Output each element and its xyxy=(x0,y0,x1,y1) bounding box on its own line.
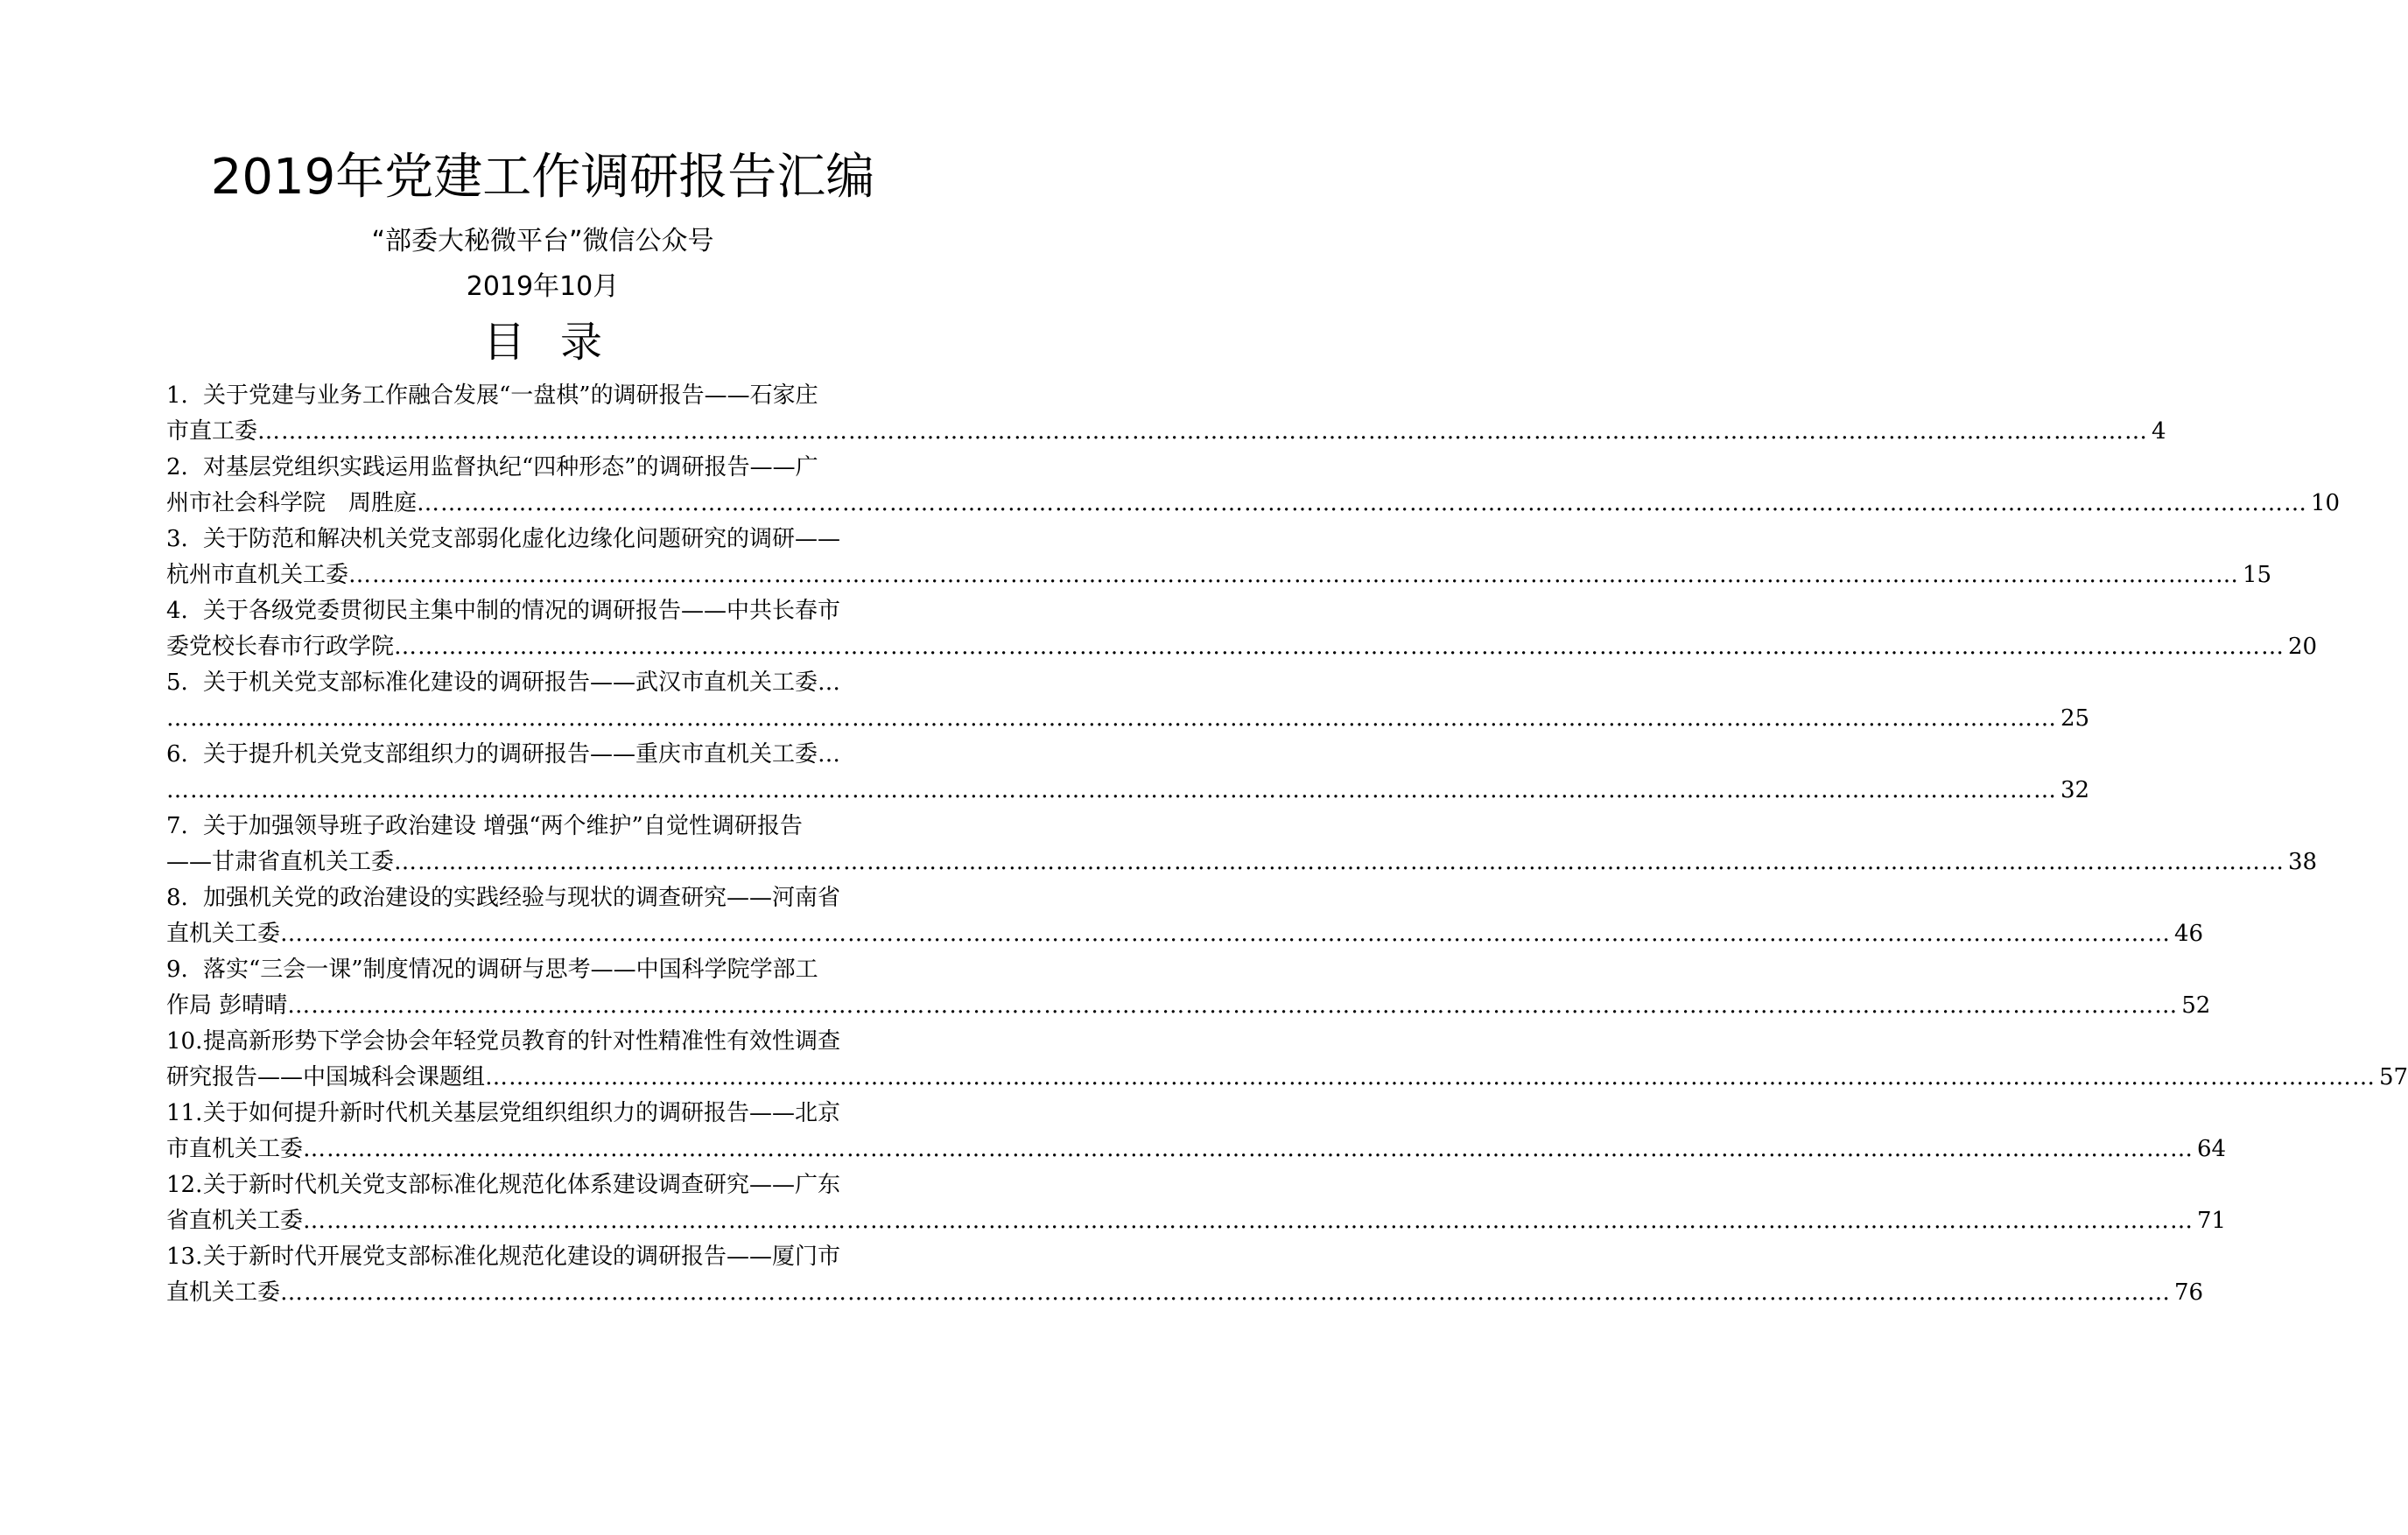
toc-entry[interactable] xyxy=(166,1024,2408,1096)
toc-entry[interactable] xyxy=(166,665,2090,737)
toc-entry-title-continued: 作局 彭晴晴 xyxy=(166,992,288,1019)
toc-entry-title: 关于党建与业务工作融合发展“一盘棋”的调研报告——石家庄 xyxy=(203,382,818,409)
toc-entry-title: 关于新时代机关党支部标准化规范化体系建设调查研究——广东 xyxy=(203,1172,841,1198)
dot-leader: …………………………………………………………………………………………………………………………………………………………………………………………………………………… xyxy=(280,1279,2172,1306)
dot-leader: …………………………………………………………………………………………………………………………………………………………………………………………………………………… xyxy=(303,1136,2194,1162)
toc-entry-number: 9. xyxy=(166,957,188,983)
toc-entry-title: 加强机关党的政治建设的实践经验与现状的调查研究——河南省 xyxy=(203,885,841,911)
dot-leader: …………………………………………………………………………………………………………………………………………………………………………………………………………………… xyxy=(394,849,2285,875)
toc-entry-page-number: 15 xyxy=(2243,562,2272,588)
toc-entry-first-line xyxy=(166,450,921,486)
toc-entry-title-continued: 市直机关工委 xyxy=(166,1136,304,1162)
toc-entry-leader-line xyxy=(166,629,2318,665)
toc-entry-page-number: 20 xyxy=(2288,634,2318,660)
toc-entry-number: 4. xyxy=(166,598,188,624)
dot-leader: …………………………………………………………………………………………………………………………………………………………………………………………………………………… xyxy=(287,992,2179,1019)
toc-entry[interactable] xyxy=(166,593,2318,665)
toc-entry-page-number: 76 xyxy=(2174,1279,2204,1306)
toc-entry-first-line xyxy=(166,522,921,557)
toc-entry-first-line xyxy=(166,1024,921,1060)
toc-entry-first-line xyxy=(166,737,921,773)
toc-entry-number: 12. xyxy=(166,1172,203,1198)
toc-entry-page-number: 4 xyxy=(2152,418,2166,445)
toc-heading: 目录 xyxy=(482,318,637,367)
toc-entry-number: 11. xyxy=(166,1100,203,1126)
document-title: 2019年党建工作调研报告汇编 xyxy=(210,149,875,206)
toc-entry-number: 8. xyxy=(166,885,188,911)
toc-entry-page-number: 10 xyxy=(2311,490,2341,516)
toc-entry-number: 3. xyxy=(166,526,188,552)
toc-entry[interactable] xyxy=(166,378,2166,450)
toc-entry-first-line xyxy=(166,880,921,916)
toc-entry-title: 关于提升机关党支部组织力的调研报告——重庆市直机关工委… xyxy=(203,741,841,768)
toc-entry-leader-line xyxy=(166,414,2166,450)
toc-entry[interactable] xyxy=(166,880,2204,952)
toc-entry-number: 7. xyxy=(166,813,188,839)
toc-entry[interactable] xyxy=(166,737,2090,809)
toc-entry-number: 1. xyxy=(166,382,188,409)
toc-entry-leader-line xyxy=(166,1060,2408,1096)
toc-entry-number: 10. xyxy=(166,1028,203,1055)
toc-entry-number: 5. xyxy=(166,669,188,696)
toc-entry-title-continued: 州市社会科学院 周胜庭 xyxy=(166,490,418,516)
toc-entry-leader-line xyxy=(166,486,2341,522)
toc-entry-page-number: 57 xyxy=(2379,1064,2408,1090)
dot-leader: …………………………………………………………………………………………………………………………………………………………………………………………………………………… xyxy=(417,490,2308,516)
dot-leader: …………………………………………………………………………………………………………………………………………………………………………………………………………………… xyxy=(280,921,2172,947)
toc-entry-title: 关于各级党委贯彻民主集中制的情况的调研报告——中共长春市 xyxy=(203,598,841,624)
toc-entry-title: 关于新时代开展党支部标准化规范化建设的调研报告——厦门市 xyxy=(203,1244,841,1270)
toc-entry-leader-line xyxy=(166,1203,2227,1239)
toc-entry-page-number: 71 xyxy=(2197,1208,2227,1234)
toc-entry-title: 关于机关党支部标准化建设的调研报告——武汉市直机关工委… xyxy=(203,669,841,696)
toc-entry-leader-line xyxy=(166,773,2090,809)
toc-entry-leader-line xyxy=(166,701,2090,737)
toc-entry[interactable] xyxy=(166,1096,2227,1167)
toc-entry-page-number: 32 xyxy=(2060,777,2090,803)
toc-entry-page-number: 52 xyxy=(2181,992,2211,1019)
toc-entry-title: 关于如何提升新时代机关基层党组织组织力的调研报告——北京 xyxy=(203,1100,841,1126)
toc-entry-leader-line xyxy=(166,916,2204,952)
toc-entry-first-line xyxy=(166,378,921,414)
toc-entry-page-number: 38 xyxy=(2288,849,2318,875)
toc-entry-title-continued: 市直工委 xyxy=(166,418,258,445)
toc-entry-number: 6. xyxy=(166,741,188,768)
dot-leader: …………………………………………………………………………………………………………………………………………………………………………………………………………………… xyxy=(257,418,2149,445)
document-date: 2019年10月 xyxy=(466,271,620,302)
toc-entry-number: 2. xyxy=(166,454,188,480)
toc-entry[interactable] xyxy=(166,450,2341,522)
toc-entry-leader-line xyxy=(166,1275,2204,1311)
toc-entry[interactable] xyxy=(166,952,2211,1024)
dot-leader: …………………………………………………………………………………………………………………………………………………………………………………………………………………… xyxy=(303,1208,2194,1234)
toc-entry-leader-line xyxy=(166,557,2272,593)
toc-entry-title-continued: 杭州市直机关工委 xyxy=(166,562,349,588)
toc-entry-title-continued: 直机关工委 xyxy=(166,921,281,947)
toc-entry-leader-line xyxy=(166,845,2318,880)
toc-entry[interactable] xyxy=(166,1239,2204,1311)
toc-entry-leader-line xyxy=(166,988,2211,1024)
table-of-contents xyxy=(166,378,2408,1311)
toc-entry-title-continued: 直机关工委 xyxy=(166,1279,281,1306)
toc-entry-title-continued: 研究报告——中国城科会课题组 xyxy=(166,1064,486,1090)
toc-entry-page-number: 25 xyxy=(2060,705,2090,732)
toc-entry-title: 关于防范和解决机关党支部弱化虚化边缘化问题研究的调研—— xyxy=(203,526,841,552)
toc-entry-first-line xyxy=(166,665,921,701)
toc-entry-title: 对基层党组织实践运用监督执纪“四种形态”的调研报告——广 xyxy=(203,454,818,480)
toc-entry-title: 提高新形势下学会协会年轻党员教育的针对性精准性有效性调查 xyxy=(203,1028,841,1055)
toc-entry[interactable] xyxy=(166,1167,2227,1239)
document-subtitle: “部委大秘微平台”微信公众号 xyxy=(371,226,714,256)
toc-entry-number: 13. xyxy=(166,1244,203,1270)
toc-entry-page-number: 46 xyxy=(2174,921,2204,947)
toc-entry-first-line xyxy=(166,1239,921,1275)
dot-leader: …………………………………………………………………………………………………………………………………………………………………………………………………………………… xyxy=(394,634,2285,660)
toc-entry-leader-line xyxy=(166,1132,2227,1167)
toc-entry-title-continued: 委党校长春市行政学院 xyxy=(166,634,395,660)
toc-entry-title-continued: 省直机关工委 xyxy=(166,1208,304,1234)
dot-leader: …………………………………………………………………………………………………………………………………………………………………………………………………………………… xyxy=(166,705,2057,732)
toc-entry-page-number: 64 xyxy=(2197,1136,2227,1162)
toc-entry-first-line xyxy=(166,1096,921,1132)
dot-leader: …………………………………………………………………………………………………………………………………………………………………………………………………………………… xyxy=(348,562,2240,588)
toc-entry-first-line xyxy=(166,1167,921,1203)
toc-entry-title: 关于加强领导班子政治建设 增强“两个维护”自觉性调研报告 xyxy=(203,813,803,839)
toc-entry-title-continued: ——甘肃省直机关工委 xyxy=(166,849,395,875)
toc-entry-title: 落实“三会一课”制度情况的调研与思考——中国科学院学部工 xyxy=(203,957,818,983)
toc-entry[interactable] xyxy=(166,809,2318,880)
toc-entry[interactable] xyxy=(166,522,2272,593)
toc-entry-first-line xyxy=(166,809,921,845)
toc-entry-first-line xyxy=(166,952,921,988)
dot-leader: …………………………………………………………………………………………………………………………………………………………………………………………………………………… xyxy=(485,1064,2376,1090)
toc-entry-first-line xyxy=(166,593,921,629)
dot-leader: …………………………………………………………………………………………………………………………………………………………………………………………………………………… xyxy=(166,777,2057,803)
